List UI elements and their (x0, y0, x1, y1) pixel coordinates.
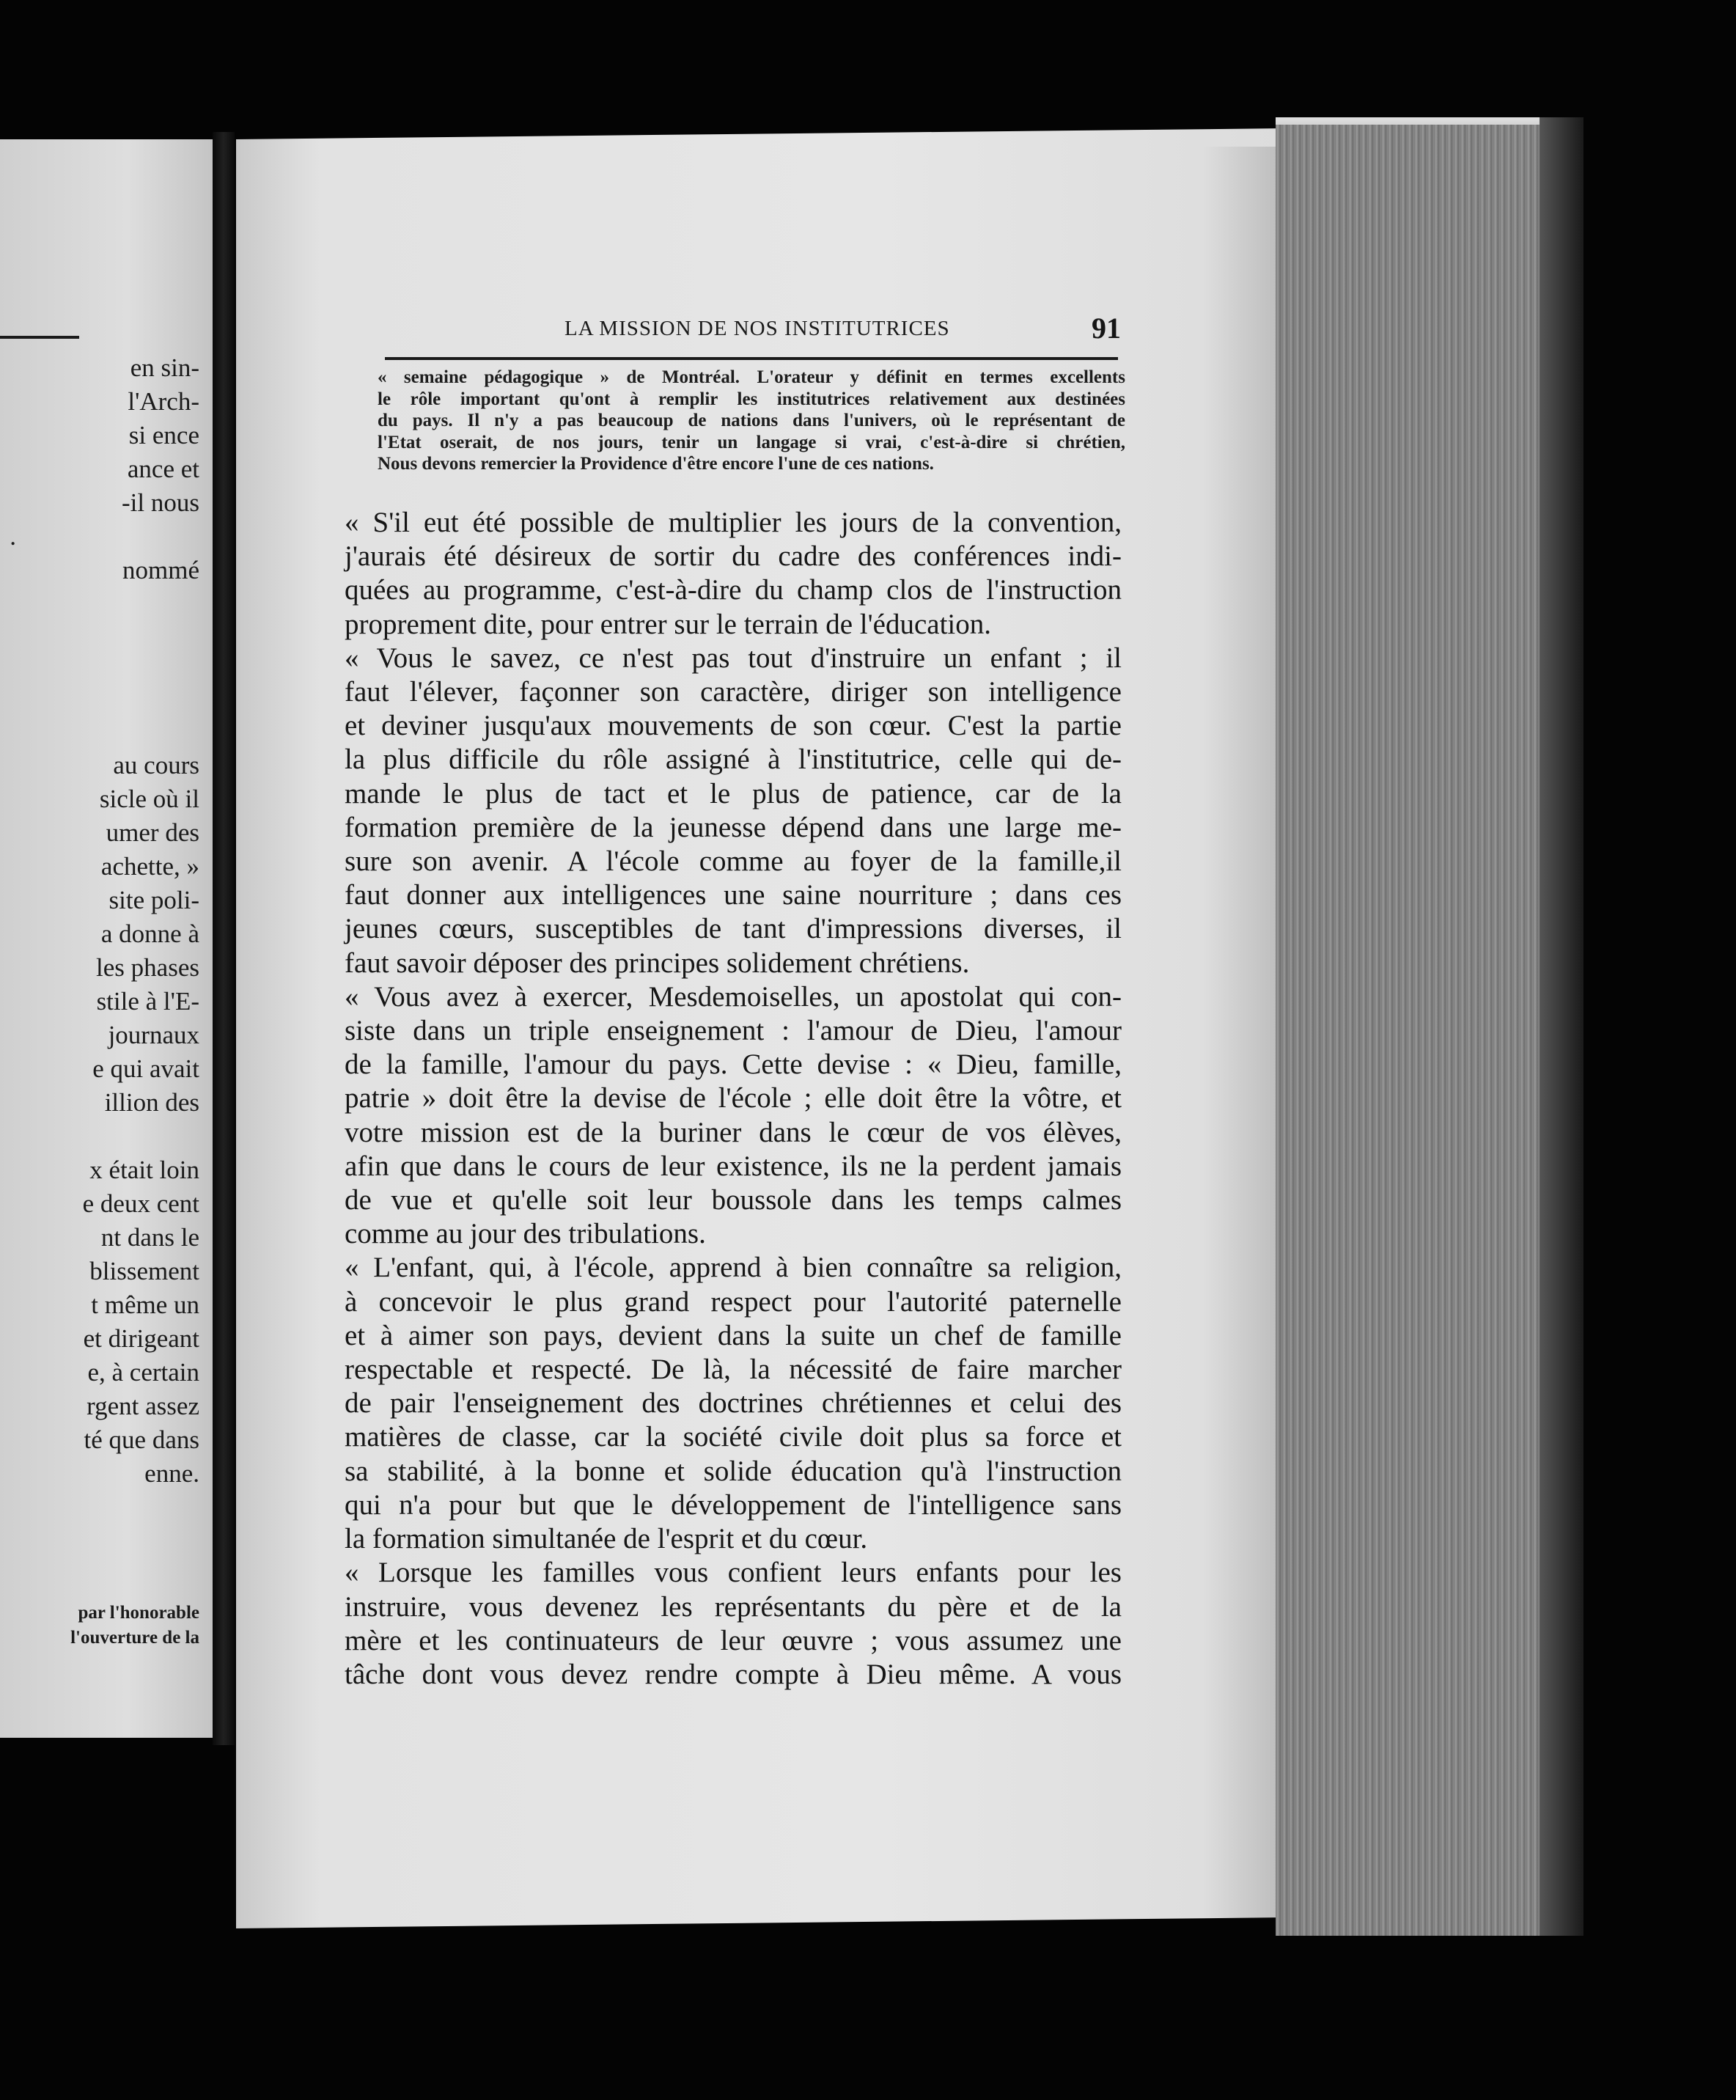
body-line: sa stabilité, à la bonne et solide éducation qu'à l'instruction (345, 1455, 1122, 1487)
body-line: mande le plus de tact et le plus de patience, car de la (345, 777, 1122, 809)
body-line: jeunes cœurs, susceptibles de tant d'impressions diverses, il (345, 913, 1122, 945)
left-line: rgent assez (87, 1392, 199, 1420)
body-line: de vue et qu'elle soit leur boussole dans les temps calmes (345, 1184, 1122, 1216)
body-line: faut donner aux intelligences une saine nourriture ; dans ces (345, 879, 1122, 911)
left-line: ance et (127, 455, 199, 483)
left-page-header-rule (0, 336, 79, 339)
body-line: faut savoir déposer des principes solidement chrétiens. (345, 947, 970, 979)
left-line: e qui avait (92, 1054, 199, 1083)
body-line: « Vous le savez, ce n'est pas tout d'instruire un enfant ; il (345, 642, 1122, 674)
footnote (378, 367, 1125, 475)
body-line: « Lorsque les familles vous confient leurs enfants pour les (345, 1557, 1122, 1589)
left-page (0, 139, 213, 1738)
header-rule (385, 357, 1118, 360)
left-line: site poli- (108, 886, 199, 914)
page-shadow (1202, 147, 1283, 1921)
left-line: nommé (122, 556, 199, 584)
body-line: afin que dans le cours de leur existence, ils ne la perdent jamais (345, 1150, 1122, 1182)
body-line: instruire, vous devenez les représentants du père et de la (345, 1590, 1122, 1623)
left-line: blissement (89, 1257, 199, 1285)
left-line: umer des (106, 818, 199, 847)
left-line: e deux cent (82, 1189, 199, 1218)
left-line: illion des (104, 1088, 199, 1117)
body-line: formation première de la jeunesse dépend dans une large me- (345, 811, 1122, 843)
left-line: t même un (91, 1291, 199, 1319)
body-line: mère et les continuateurs de leur œuvre ; vous assumez une (345, 1624, 1122, 1656)
left-line: e, à certain (87, 1358, 199, 1387)
footnote-line: l'Etat oserait, de nos jours, tenir un langage si vrai, c'est-à-dire si chrétien, (378, 432, 1125, 452)
left-line: x était loin (89, 1156, 199, 1184)
left-line: enne. (144, 1459, 199, 1488)
body-line: matières de classe, car la société civile doit plus sa force et (345, 1421, 1122, 1453)
body-line: proprement dite, pour entrer sur le terrain de l'éducation. (345, 608, 992, 640)
book-edge-shadow (1540, 117, 1584, 1936)
left-line: en sin- (130, 353, 199, 382)
body-line: tâche dont vous devez rendre compte à Dieu même. A vous (345, 1658, 1122, 1690)
body-line: j'aurais été désireux de sortir du cadre des conférences indi- (345, 540, 1122, 573)
body-line: et à aimer son pays, devient dans la suite un chef de famille (345, 1319, 1122, 1351)
body-line: faut l'élever, façonner son caractère, diriger son intelligence (345, 676, 1122, 708)
left-line: nt dans le (100, 1223, 199, 1252)
left-line: sicle où il (99, 785, 199, 813)
body-line: « Vous avez à exercer, Mesdemoiselles, un apostolat qui con- (345, 980, 1122, 1013)
left-line: si ence (128, 421, 199, 449)
left-line: stile à l'E- (96, 987, 199, 1016)
body-line: « S'il eut été possible de multiplier les jours de la convention, (345, 507, 1122, 538)
footnote-line: le rôle important qu'ont à remplir les institutrices relativement aux destinées (378, 389, 1125, 409)
left-line: achette, » (100, 852, 199, 881)
page-block-edges (1276, 125, 1569, 1936)
body-line: quées au programme, c'est-à-dire du champ clos de l'instruction (345, 574, 1122, 606)
body-line: de la famille, l'amour du pays. Cette devise : « Dieu, famille, (345, 1049, 1122, 1081)
left-line: . (10, 522, 16, 551)
body-line: de pair l'enseignement des doctrines chrétiennes et celui des (345, 1387, 1122, 1420)
body-line: et deviner jusqu'aux mouvements de son cœur. C'est la partie (345, 710, 1122, 742)
body-line: comme au jour des tribulations. (345, 1218, 706, 1250)
body-line: patrie » doit être la devise de l'école ; elle doit être la vôtre, et (345, 1082, 1122, 1115)
body-line: à concevoir le plus grand respect pour l'autorité paternelle (345, 1285, 1122, 1318)
body-text (345, 506, 1122, 1692)
left-line: l'Arch- (128, 387, 199, 416)
left-footnote-line: l'ouverture de la (70, 1628, 199, 1648)
footnote-line: Nous devons remercier la Providence d'être encore l'une de ces nations. (378, 454, 934, 474)
body-line: la plus difficile du rôle assigné à l'institutrice, celle qui de- (345, 744, 1122, 776)
body-line: sure son avenir. A l'école comme au foyer de la famille,il (345, 845, 1122, 878)
left-line: et dirigeant (83, 1324, 199, 1353)
left-line: les phases (96, 953, 199, 982)
book-gutter (213, 132, 235, 1745)
left-line: -il nous (122, 488, 199, 517)
body-line: la formation simultanée de l'esprit et du cœur. (345, 1523, 868, 1555)
footnote-line: « semaine pédagogique » de Montréal. L'orateur y définit en termes excellents (378, 367, 1125, 387)
footnote-line: du pays. Il n'y a pas beaucoup de nations dans l'univers, où le représentant de (378, 411, 1125, 430)
body-line: votre mission est de la buriner dans le cœur de vos élèves, (345, 1116, 1122, 1148)
body-line: « L'enfant, qui, à l'école, apprend à bien connaître sa religion, (345, 1252, 1122, 1284)
left-footnote-line: par l'honorable (78, 1603, 199, 1623)
left-line: journaux (108, 1021, 199, 1049)
left-line: au cours (113, 751, 199, 779)
running-title: LA MISSION DE NOS INSTITUTRICES (564, 317, 950, 340)
body-line: siste dans un triple enseignement : l'amour de Dieu, l'amour (345, 1015, 1122, 1047)
left-line: té que dans (84, 1425, 199, 1454)
body-line: qui n'a pour but que le développement de l'intelligence sans (345, 1488, 1122, 1521)
left-line: a donne à (100, 919, 199, 948)
page-number: 91 (1092, 312, 1121, 345)
body-line: respectable et respecté. De là, la nécessité de faire marcher (345, 1354, 1122, 1386)
